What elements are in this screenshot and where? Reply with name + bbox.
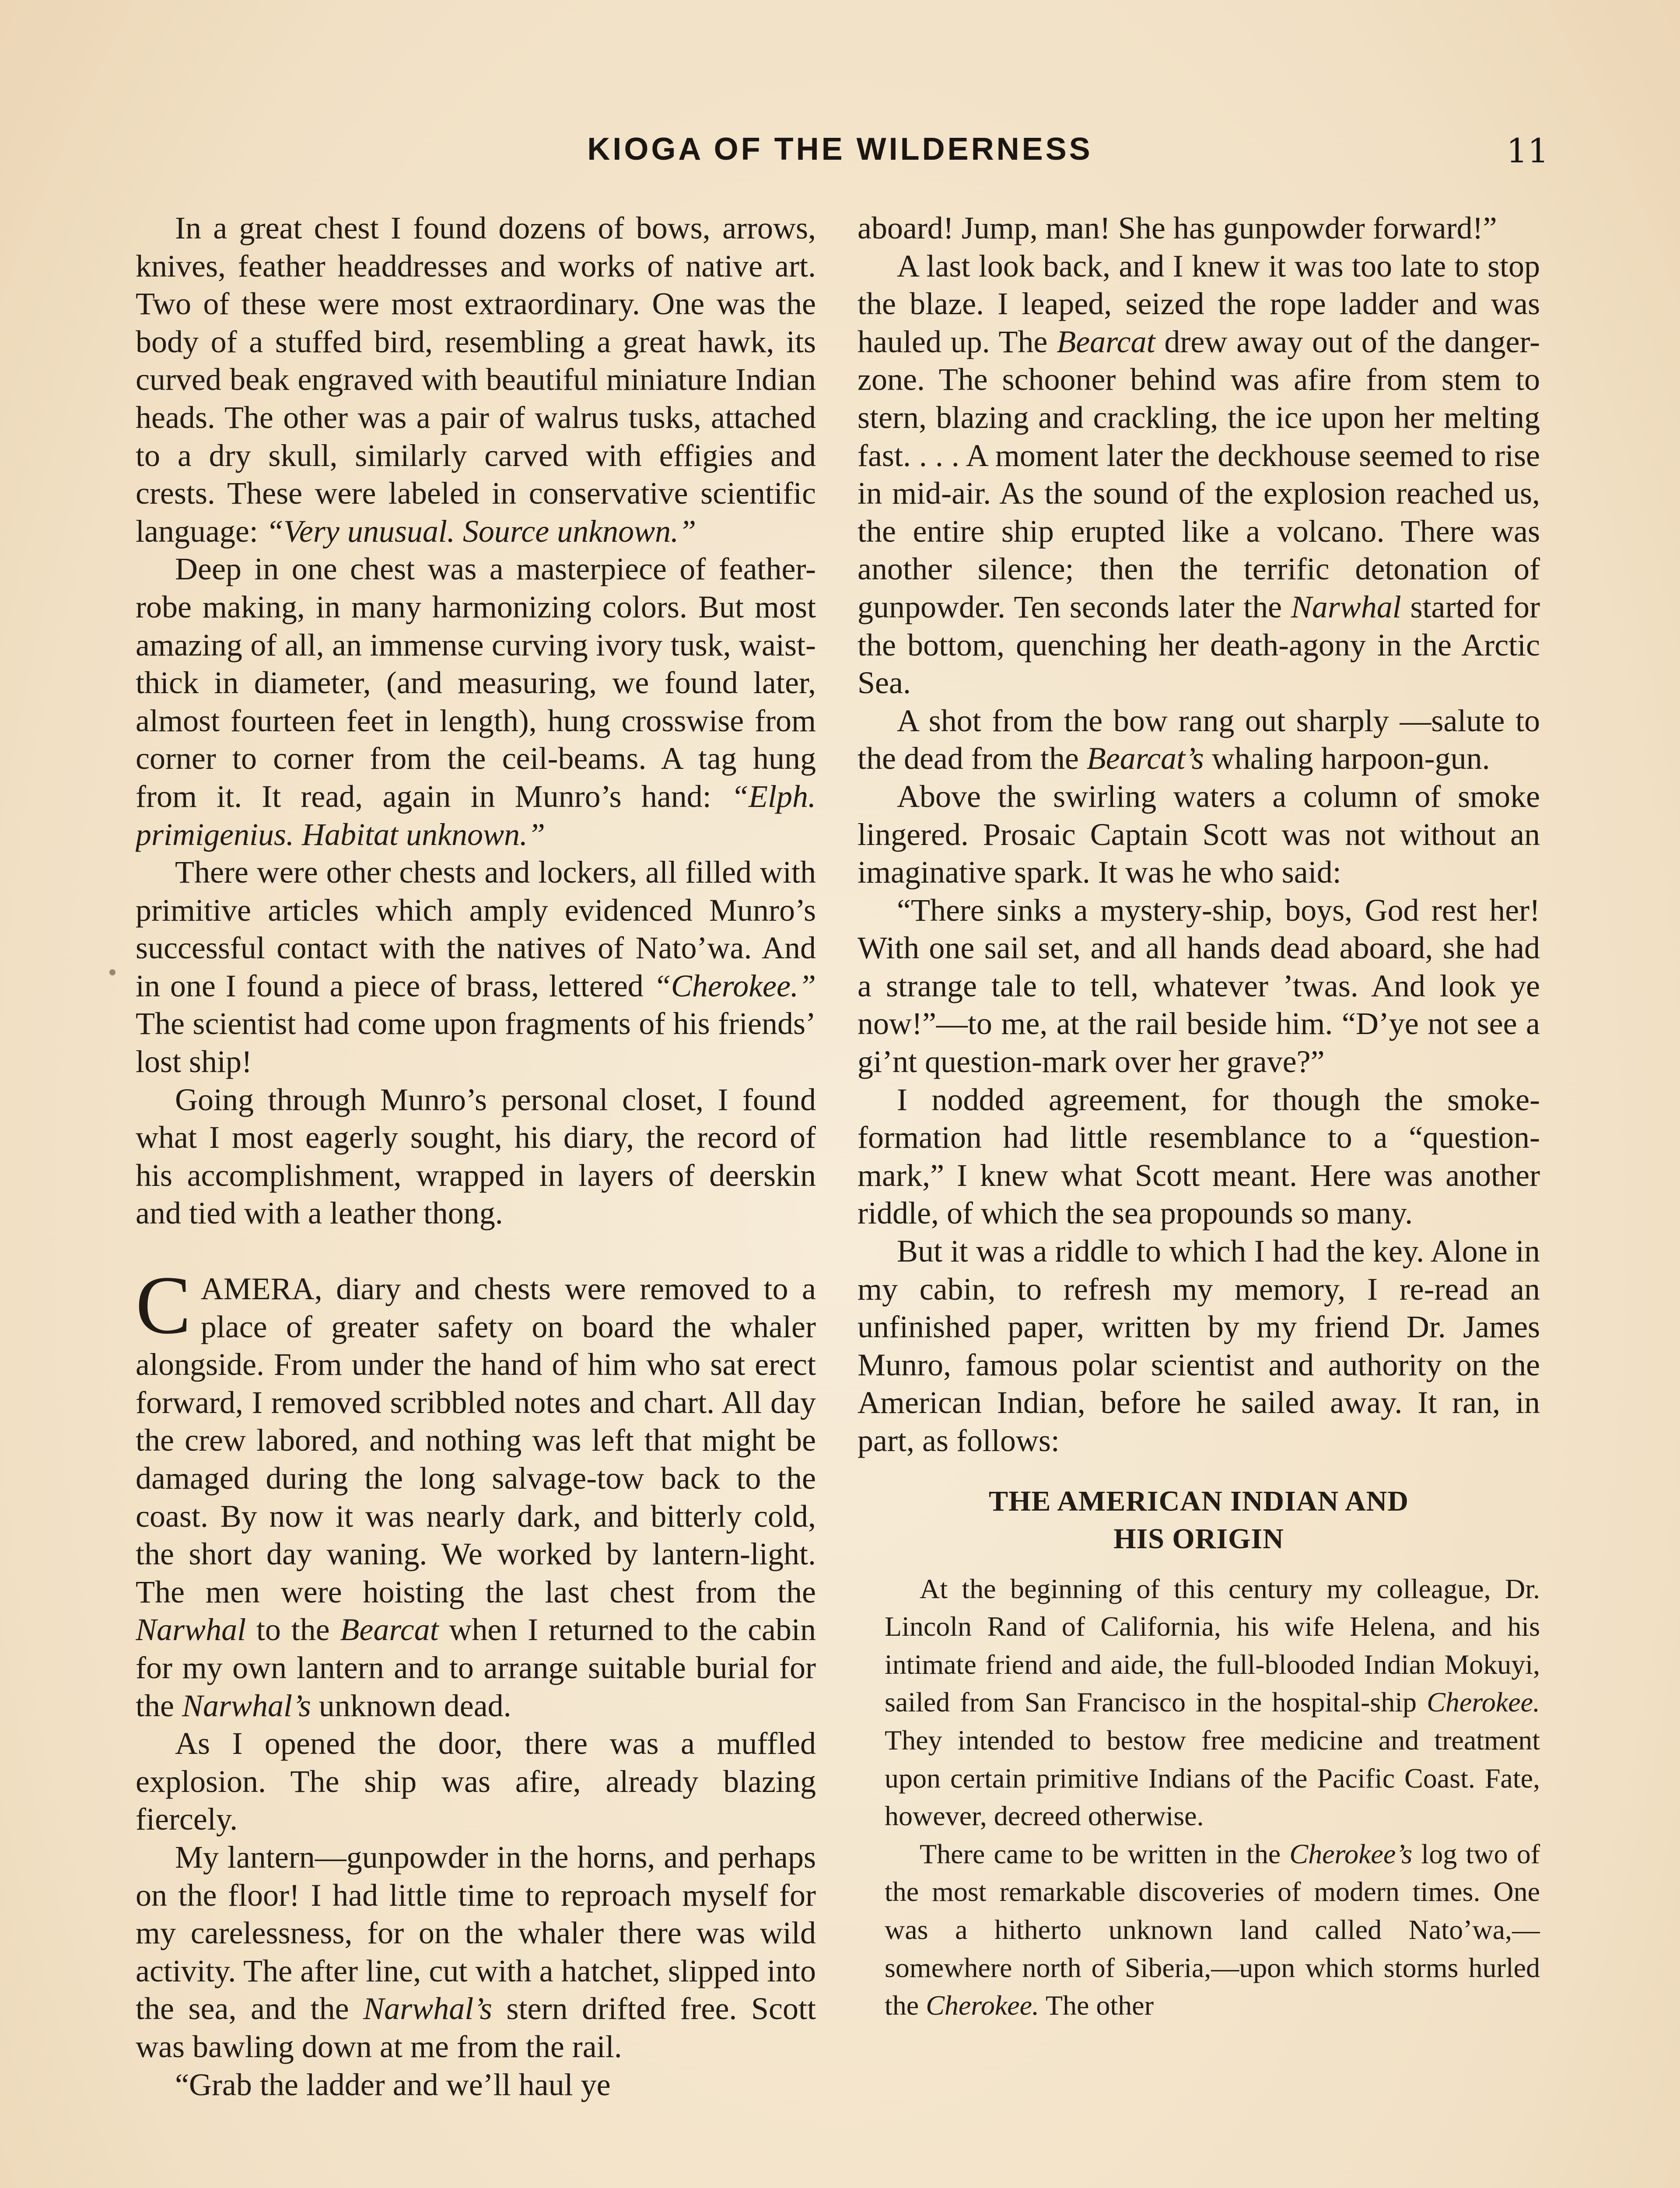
paragraph: aboard! Jump, man! She has gunpowder forward!” — [858, 210, 1497, 245]
paragraph: In a great chest I found dozens of bows, arrows, knives, feather headdresses and works of native art. Two of these were most extraordinary. One was the body of a stuffed bird, resembling a great hawk, its curved beak engraved with beautiful miniature Indian heads. The other was a pair of walrus tusks, attached to a dry skull, similarly carved with effigies and crests. These were labeled in conservative scientific language: “Very unusual. Source unknown.” — [136, 210, 816, 549]
paragraph: A last look back, and I knew it was too late to stop the blaze. I leaped, seized the rope ladder and was hauled up. The Bearcat drew away out of the danger-zone. The schooner behind was afire from stem to stern, blazing and crackling, the ice upon her melting fast. . . . A moment later the deckhouse seemed to rise in mid-air. As the sound of the explosion reached us, the entire ship erupted like a volcano. There was another silence; then the terrific detonation of gunpowder. Ten seconds later the Narwhal started for the bottom, quenching her death-agony in the Arctic Sea. — [858, 248, 1540, 701]
left-column — [136, 209, 816, 2188]
drop-cap: C — [136, 1259, 191, 1352]
paragraph: “There sinks a mystery-ship, boys, God rest her! With one sail set, and all hands dead aboard, she had a strange tale to tell, whatever ’twas. And look ye now!”—to me, at the rail beside him. “D’ye not see a gi’nt question-mark over her grave?” — [858, 892, 1540, 1080]
paragraph: CAMERA, diary and chests were removed to a place of greater safety on board the whaler alongside. From under the hand of him who sat erect forward, I removed scribbled notes and chart. All day the crew labored, and nothing was left that might be damaged during the long salvage-tow back to the coast. By now it was nearly dark, and bitterly cold, the short day waning. We worked by lantern-light. The men were hoisting the last chest from the Narwhal to the Bearcat when I returned to the cabin for my own lantern and to arrange suitable burial for the Narwhal’s unknown dead. — [136, 1259, 816, 1723]
section-heading: THE AMERICAN INDIAN AND HIS ORIGIN — [989, 1485, 1409, 1555]
page-number: 11 — [1506, 131, 1549, 170]
paragraph: Deep in one chest was a masterpiece of feather-robe making, in many harmonizing colors. But most amazing of all, an immense curving ivory tusk, waist-thick in diameter, (and measuring, we found later, almost fourteen feet in length), hung crosswise from corner to corner from the ceil-beams. A tag hung from it. It read, again in Munro’s hand: “Elph. primigenius. Habitat unknown.” — [136, 551, 816, 852]
ink-speck — [109, 969, 116, 975]
right-column — [858, 209, 1540, 2188]
paragraph: “Grab the ladder and we’ll haul ye — [175, 2067, 611, 2102]
paragraph: My lantern—gunpowder in the horns, and perhaps on the floor! I had little time to reproach myself for my carelessness, for on the whaler there was wild activity. The after line, cut with a hatchet, slipped into the sea, and the Narwhal’s stern drifted free. Scott was bawling down at me from the rail. — [136, 1839, 816, 2064]
paragraph: I nodded agreement, for though the smoke-formation had little resemblance to a “question-mark,” I knew what Scott meant. Here was another riddle, of which the sea propounds so many. — [858, 1082, 1540, 1231]
paragraph: A shot from the bow rang out sharply —salute to the dead from the Bearcat’s whaling harpoon-gun. — [858, 703, 1540, 776]
quoted-excerpt — [885, 1570, 1540, 2025]
paragraph: There were other chests and lockers, all filled with primitive articles which amply evidenced Munro’s successful contact with the natives of Nato’wa. And in one I found a piece of brass, lettered “Cherokee.” The scientist had come upon fragments of his friends’ lost ship! — [136, 855, 816, 1080]
paragraph: But it was a riddle to which I had the key. Alone in my cabin, to refresh my memory, I re-read an unfinished paper, written by my friend Dr. James Munro, famous polar scientist and authority on the American Indian, before he sailed away. It ran, in part, as follows: — [858, 1234, 1540, 1458]
paragraph: Going through Munro’s personal closet, I found what I most eagerly sought, his diary, the record of his accomplishment, wrapped in layers of deerskin and tied with a leather thong. — [136, 1082, 816, 1231]
paragraph: As I opened the door, there was a muffled explosion. The ship was afire, already blazing fiercely. — [136, 1726, 816, 1837]
paragraph: At the beginning of this century my colleague, Dr. Lincoln Rand of California, his wife Helena, and his intimate friend and aide, the full-blooded Indian Mokuyi, sailed from San Francisco in the hospital-ship Cherokee. They intended to bestow free medicine and treatment upon certain primitive Indians of the Pacific Coast. Fate, however, decreed otherwise. — [885, 1573, 1540, 1832]
paragraph: There came to be written in the Cherokee’s log two of the most remarkable discoveries of modern times. One was a hitherto unknown land called Nato’wa,—somewhere north of Siberia,—upon which storms hurled the Cherokee. The other — [885, 1838, 1540, 2021]
section-break — [136, 1232, 816, 1270]
running-head: KIOGA OF THE WILDERNESS — [587, 132, 1093, 167]
paragraph: Above the swirling waters a column of smoke lingered. Prosaic Captain Scott was not without an imaginative spark. It was he who said: — [858, 778, 1540, 890]
